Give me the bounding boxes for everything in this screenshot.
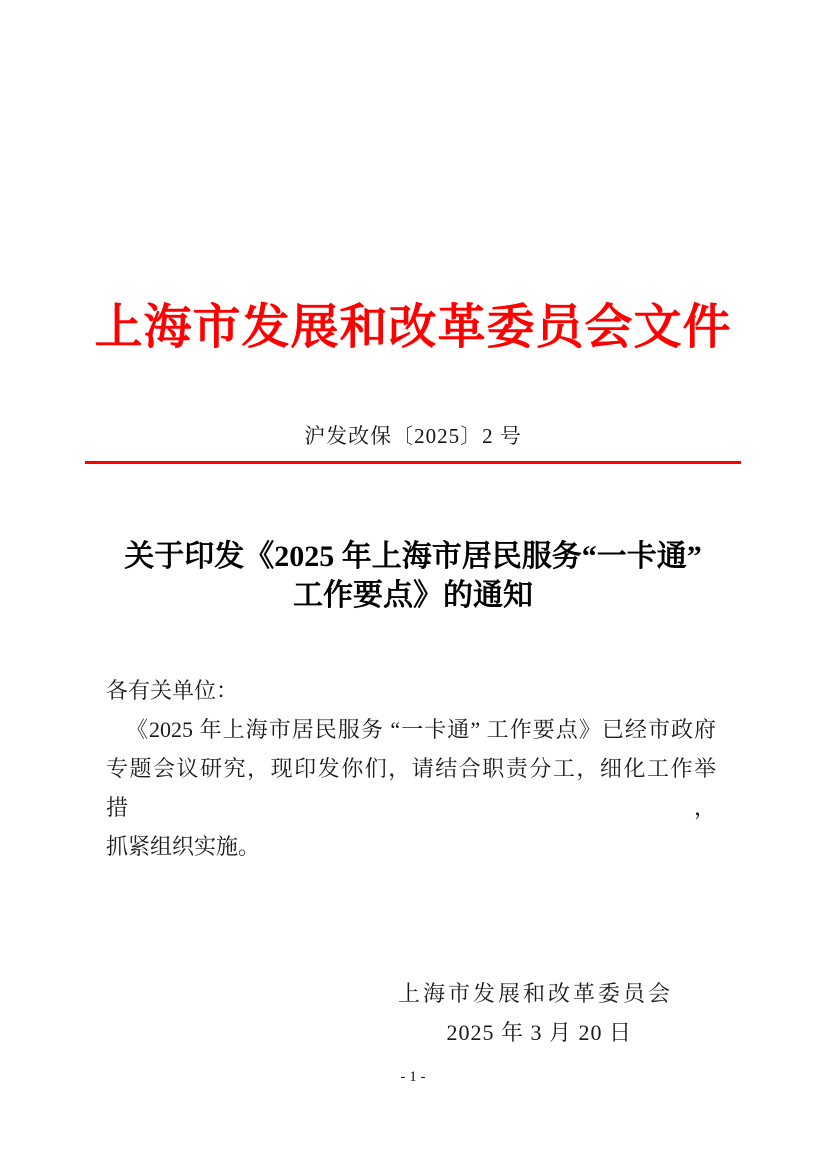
body-paragraph-line: 《2025 年上海市居民服务 “一卡通” 工作要点》已经市政府 <box>126 717 716 742</box>
document-title <box>0 537 826 615</box>
body-paragraph-line: 专题会议研究，现印发你们，请结合职责分工，细化工作举措， <box>106 756 716 820</box>
document-title-line1: 关于印发《2025 年上海市居民服务“一卡通” <box>124 540 702 573</box>
agency-red-header-title: 上海市发展和改革委员会文件 <box>94 301 732 354</box>
document-title-line2: 工作要点》的通知 <box>293 579 533 612</box>
signature-date: 2025 年 3 月 20 日 <box>446 1020 632 1045</box>
document-body <box>106 671 716 1052</box>
body-paragraph-line: 抓紧组织实施。 <box>106 834 261 859</box>
red-separator-line <box>85 461 741 464</box>
salutation: 各有关单位： <box>106 678 239 703</box>
document-number: 沪发改保〔2025〕2 号 <box>304 424 522 448</box>
signature-agency: 上海市发展和改革委员会 <box>397 981 673 1006</box>
page-number: - 1 - <box>400 1069 426 1085</box>
